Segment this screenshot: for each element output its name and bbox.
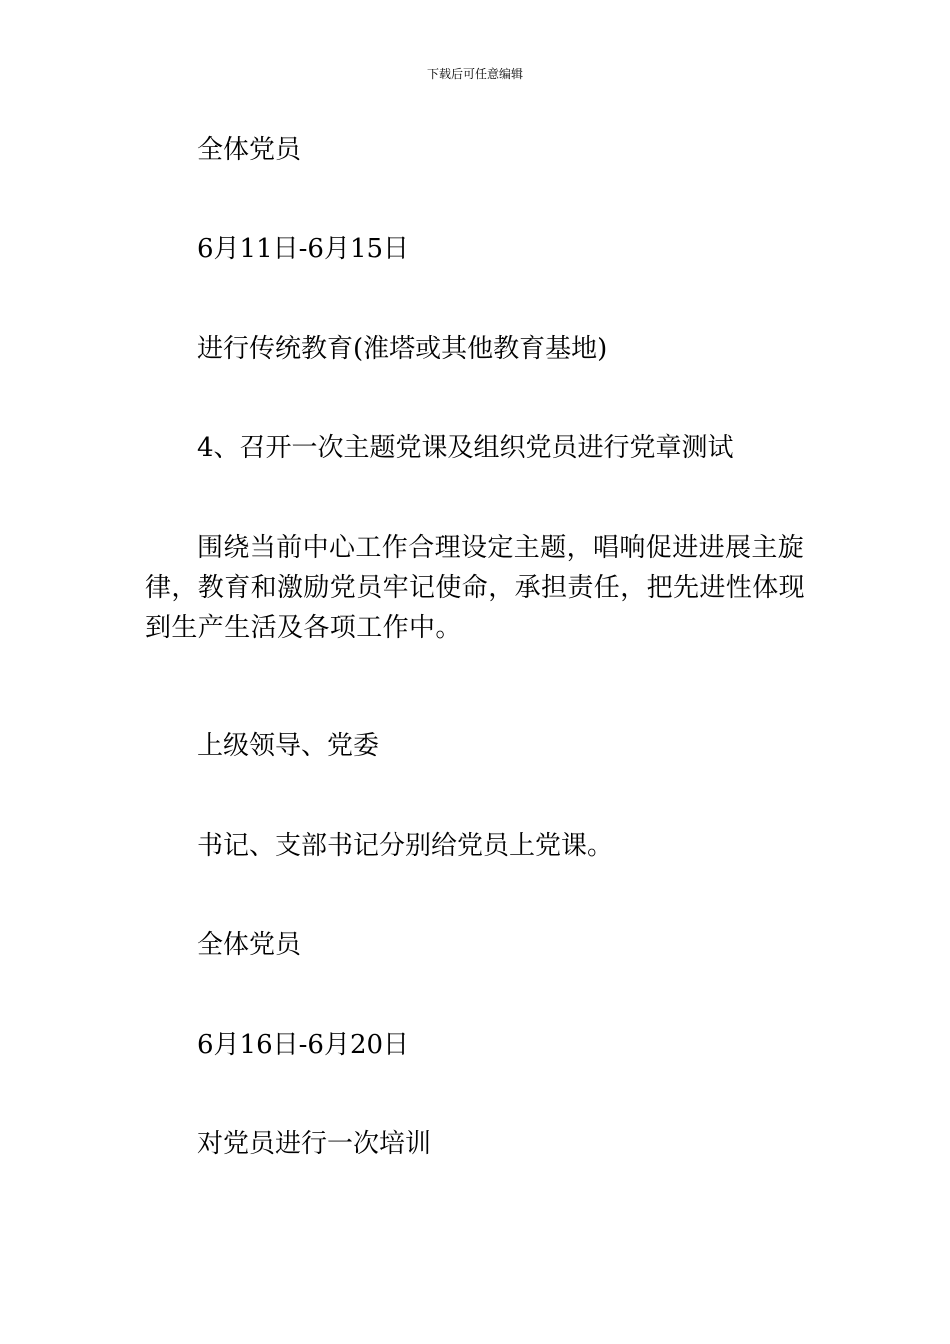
paragraph-item-4-heading: 4、召开一次主题党课及组织党员进行党章测试 <box>197 433 734 463</box>
paragraph-date-range-2: 6月16日-6月20日 <box>197 1030 410 1060</box>
paragraph-training: 对党员进行一次培训 <box>197 1129 432 1159</box>
paragraph-participants-1: 全体党员 <box>197 135 302 165</box>
paragraph-theme-description: 围绕当前中心工作合理设定主题，唱响促进进展主旋律，教育和激励党员牢记使命，承担责任，把先进性体现到生产生活及各项工作中。 <box>145 533 806 643</box>
paragraph-traditional-education: 进行传统教育(淮塔或其他教育基地) <box>197 334 608 364</box>
paragraph-party-lecture: 书记、支部书记分别给党员上党课。 <box>197 831 614 861</box>
paragraph-leaders: 上级领导、党委 <box>197 731 380 761</box>
page-header: 下载后可任意编辑 <box>426 67 523 81</box>
paragraph-date-range-1: 6月11日-6月15日 <box>197 234 410 264</box>
paragraph-participants-2: 全体党员 <box>197 930 302 960</box>
